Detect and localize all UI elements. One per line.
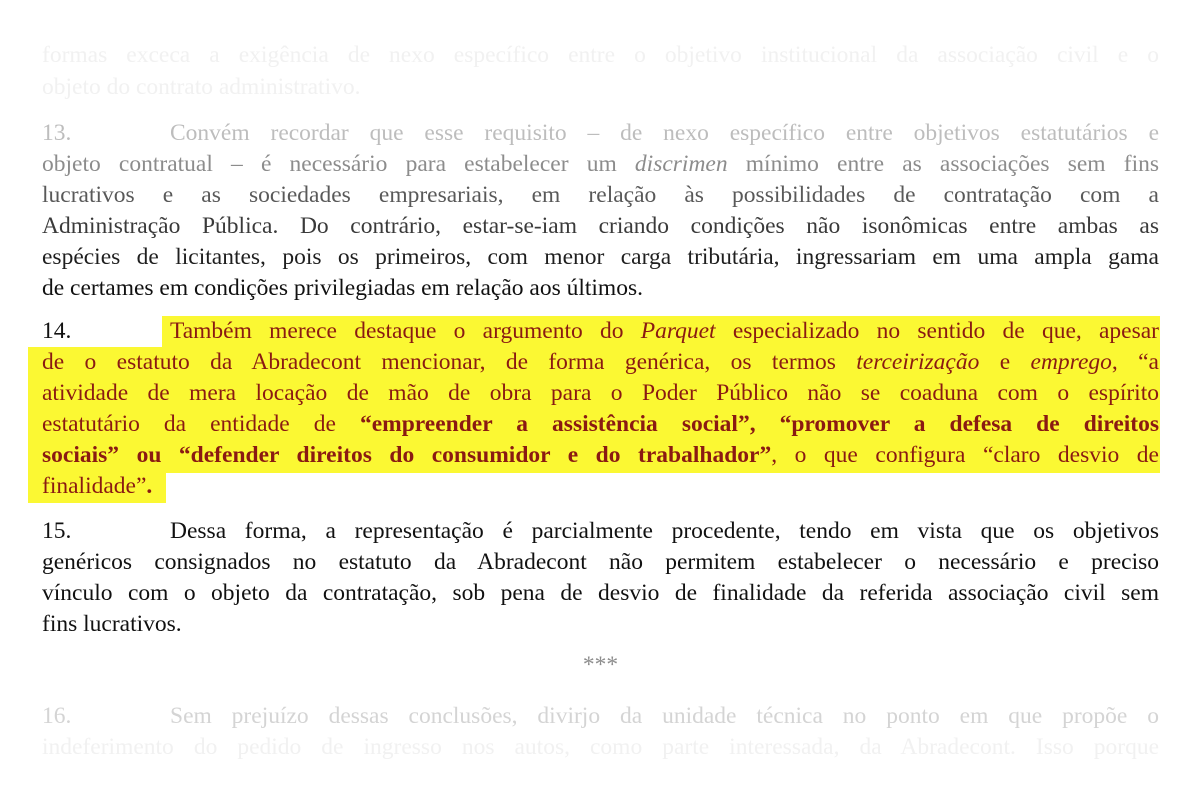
text-line: objeto do contrato administrativo. [42,74,361,100]
paragraph-number: 16. [42,703,72,729]
text-line: espécies de licitantes, pois os primeiros, com menor carga tributária, ingressariam em uma ampla gama [42,244,1159,270]
text-line: de certames em condições privilegiadas em relação aos últimos. [42,275,643,301]
text-line: vínculo com o objeto da contratação, sob pena de desvio de finalidade da referida associação civil sem [42,580,1159,606]
text-line: lucrativos e as sociedades empresariais, em relação às possibilidades de contratação com a [42,182,1159,208]
text-line: de o estatuto da Abradecont mencionar, de forma genérica, os termos terceirização e emprego, “a [42,349,1159,375]
text-line: 14. Também merece destaque o argumento do Parquet especializado no sentido de que, apesar [42,316,1159,347]
text-line: estatutário da entidade de “empreender a assistência social”, “promover a defesa de direitos [42,411,1159,437]
text-line: objeto contratual – é necessário para estabelecer um discrimen mínimo entre as associações sem fins [42,151,1159,177]
text-line: indeferimento do pedido de ingresso nos autos, como parte interessada, da Abradecont. Isso porque [42,734,1159,760]
paragraph-number: 15. [42,518,72,544]
paragraph-number: 13. [42,120,72,146]
text-line: 16. Sem prejuízo dessas conclusões, divirjo da unidade técnica no ponto em que propõe o [42,701,1159,732]
text-line: atividade de mera locação de mão de obra para o Poder Público não se coaduna com o espírito [42,380,1159,406]
text-line: sociais” ou “defender direitos do consumidor e do trabalhador”, o que configura “claro desvio de [42,442,1159,468]
text-line: 15. Dessa forma, a representação é parcialmente procedente, tendo em vista que os objetivos [42,516,1159,547]
text-line: Administração Pública. Do contrário, estar-se-iam criando condições não isonômicas entre ambas as [42,213,1159,239]
text-line: fins lucrativos. [42,611,182,637]
section-separator: *** [582,652,619,678]
paragraph-number: 14. [42,318,72,344]
text-line: formas exceca a exigência de nexo específico entre o objetivo institucional da associação civil e o [42,42,1159,68]
text-line: genéricos consignados no estatuto da Abradecont não permitem estabelecer o necessário e preciso [42,549,1159,575]
text-line: 13. Convém recordar que esse requisito – de nexo específico entre objetivos estatutários e [42,118,1159,149]
text-line: finalidade”. [42,473,153,499]
